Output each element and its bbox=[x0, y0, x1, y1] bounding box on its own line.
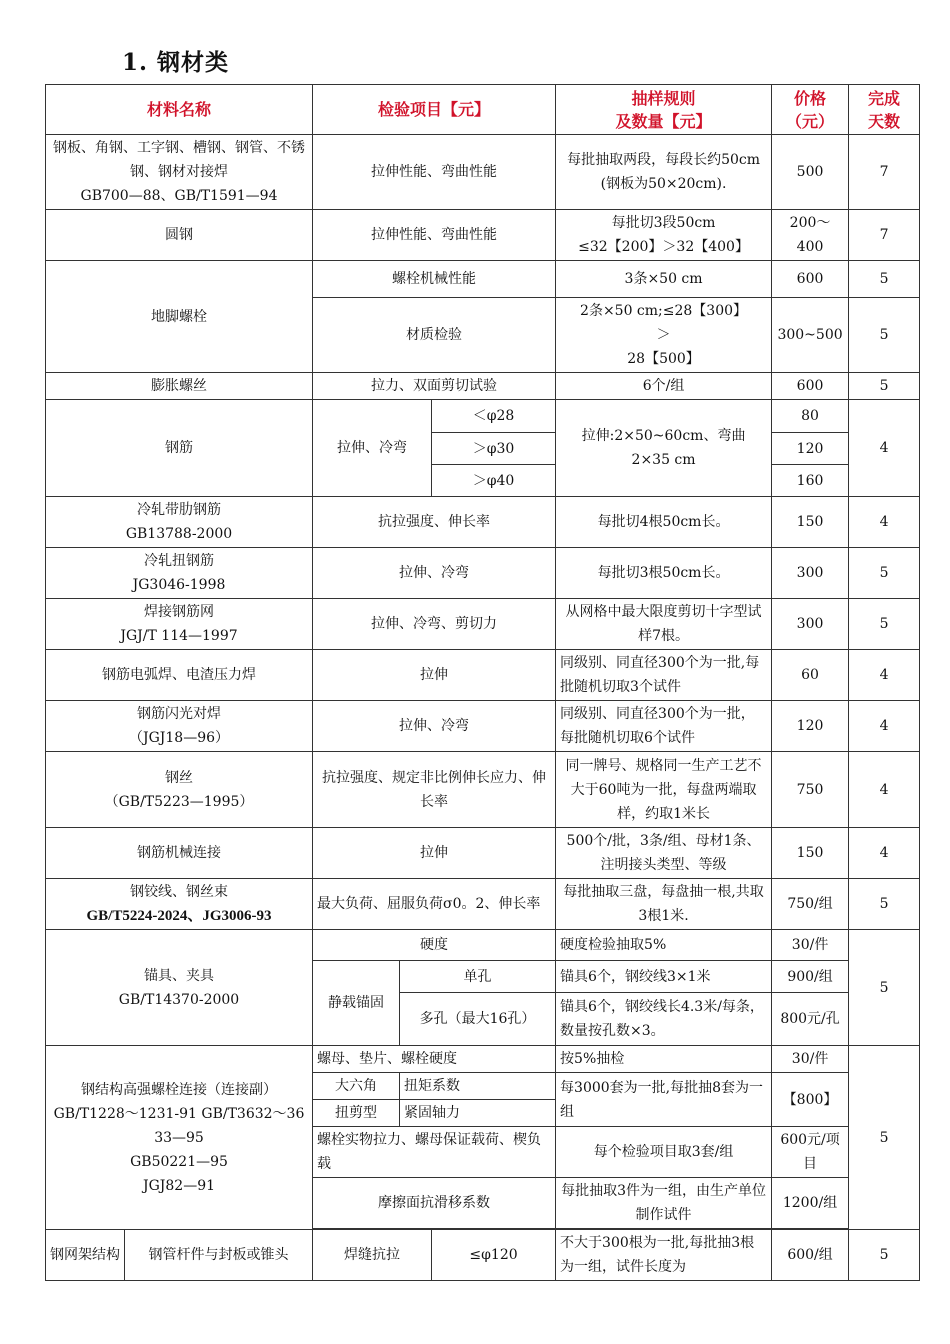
days: 4 bbox=[849, 400, 920, 497]
days: 5 bbox=[849, 298, 920, 373]
days: 5 bbox=[849, 879, 920, 930]
table-row bbox=[46, 701, 920, 752]
test-item: 材质检验 bbox=[313, 298, 556, 373]
sampling-rule: 锚具6个，钢绞线长4.3米/每条，数量按孔数×3。 bbox=[556, 993, 772, 1046]
table-row bbox=[46, 548, 920, 599]
test-item: 硬度 bbox=[313, 930, 556, 961]
sampling-rule: 锚具6个，钢绞线3×1米 bbox=[556, 961, 772, 993]
material-name: 钢筋 bbox=[46, 400, 313, 497]
header-test-item: 检验项目【元】 bbox=[313, 85, 556, 135]
price: 150 bbox=[772, 497, 849, 548]
sampling-rule: 2条×50 cm;≤28【300】 ＞ 28【500】 bbox=[556, 298, 772, 373]
price: 750 bbox=[772, 752, 849, 828]
material-name: 钢结构高强螺栓连接（连接副） GB/T1228～1231-91 GB/T3632～3633—95 GB50221—95 JGJ82—91 bbox=[46, 1046, 313, 1230]
test-item: 抗拉强度、规定非比例伸长应力、伸长率 bbox=[313, 752, 556, 828]
sampling-rule: 每批抽取3件为一组，由生产单位制作试件 bbox=[556, 1178, 772, 1229]
header-sampling-rule: 抽样规则 及数量【元】 bbox=[556, 85, 772, 135]
days: 4 bbox=[849, 497, 920, 548]
test-item: 拉伸、冷弯 bbox=[313, 400, 432, 497]
days: 5 bbox=[849, 548, 920, 599]
section-title: 1. 钢材类 bbox=[122, 49, 230, 76]
material-name: 冷轧扭钢筋 JG3046-1998 bbox=[46, 548, 313, 599]
sampling-rule: 每3000套为一批,每批抽8套为一组 bbox=[556, 1073, 772, 1127]
days: 5 bbox=[849, 261, 920, 298]
test-item-type: 扭剪型 bbox=[313, 1100, 400, 1127]
test-item: 拉伸 bbox=[313, 650, 556, 701]
header-material-name: 材料名称 bbox=[46, 85, 313, 135]
days: 4 bbox=[849, 828, 920, 879]
price: 30/件 bbox=[772, 930, 849, 961]
test-sub-item: 多孔（最大16孔） bbox=[400, 993, 556, 1046]
sampling-rule: 每批切3根50cm长。 bbox=[556, 548, 772, 599]
material-standard: GB/T5224-2024、JG3006-93 bbox=[86, 908, 272, 924]
table-row bbox=[46, 400, 920, 433]
test-item-type: 大六角 bbox=[313, 1073, 400, 1100]
price: 160 bbox=[772, 465, 849, 497]
test-item: 螺栓实物拉力、螺母保证载荷、楔负载 bbox=[313, 1127, 556, 1178]
price: 300 bbox=[772, 599, 849, 650]
material-name: 地脚螺栓 bbox=[46, 261, 313, 373]
material-name: 钢筋机械连接 bbox=[46, 828, 313, 879]
price: 120 bbox=[772, 433, 849, 465]
price: 120 bbox=[772, 701, 849, 752]
sampling-rule: 每批切3段50cm ≤32【200】＞32【400】 bbox=[556, 210, 772, 261]
days: 4 bbox=[849, 650, 920, 701]
table-row bbox=[46, 599, 920, 650]
days: 4 bbox=[849, 752, 920, 828]
test-item: 拉伸性能、弯曲性能 bbox=[313, 135, 556, 210]
material-name: 圆钢 bbox=[46, 210, 313, 261]
test-item: 焊缝抗拉 bbox=[313, 1230, 432, 1281]
material-name: 钢筋电弧焊、电渣压力焊 bbox=[46, 650, 313, 701]
price: 80 bbox=[772, 400, 849, 433]
material-name: 膨胀螺丝 bbox=[46, 373, 313, 400]
days: 5 bbox=[849, 930, 920, 1046]
table-row bbox=[46, 261, 920, 298]
test-item: 最大负荷、屈服负荷σ0。2、伸长率 bbox=[313, 879, 556, 930]
price: 200～ 400 bbox=[772, 210, 849, 261]
sampling-rule: 硬度检验抽取5% bbox=[556, 930, 772, 961]
material-name bbox=[46, 879, 313, 930]
price: 300~500 bbox=[772, 298, 849, 373]
table-row bbox=[46, 752, 920, 828]
sampling-rule: 同级别、同直径300个为一批,每批随机切取3个试件 bbox=[556, 650, 772, 701]
header-price: 价格 （元） bbox=[772, 85, 849, 135]
table-row bbox=[46, 879, 920, 930]
sampling-rule: 不大于300根为一批,每批抽3根为一组，试件长度为 bbox=[556, 1230, 772, 1281]
diameter-range: ＜φ28 bbox=[432, 400, 556, 433]
sampling-rule: 每批抽取三盘，每盘抽一根,共取3根1米. bbox=[556, 879, 772, 930]
days: 7 bbox=[849, 210, 920, 261]
sampling-rule: 从网格中最大限度剪切十字型试样7根。 bbox=[556, 599, 772, 650]
days: 7 bbox=[849, 135, 920, 210]
sampling-rule: 每批切4根50cm长。 bbox=[556, 497, 772, 548]
diameter-range: ＞φ40 bbox=[432, 465, 556, 497]
table-row bbox=[46, 828, 920, 879]
test-item: 拉伸、冷弯、剪切力 bbox=[313, 599, 556, 650]
sampling-rule: 每批抽取两段，每段长约50cm(钢板为50×20cm). bbox=[556, 135, 772, 210]
test-item: 拉伸、冷弯 bbox=[313, 548, 556, 599]
sampling-rule: 6个/组 bbox=[556, 373, 772, 400]
material-name: 冷轧带肋钢筋 GB13788-2000 bbox=[46, 497, 313, 548]
days: 5 bbox=[849, 599, 920, 650]
price: 300 bbox=[772, 548, 849, 599]
material-name: 锚具、夹具 GB/T14370-2000 bbox=[46, 930, 313, 1046]
sampling-rule: 同级别、同直径300个为一批，每批随机切取6个试件 bbox=[556, 701, 772, 752]
material-name: 钢板、角钢、工字钢、槽钢、钢管、不锈钢、钢材对接焊 GB700—88、GB/T1591—94 bbox=[46, 135, 313, 210]
table-row bbox=[46, 1046, 920, 1073]
table-row bbox=[46, 930, 920, 961]
table-row bbox=[46, 497, 920, 548]
table-row bbox=[46, 210, 920, 261]
sampling-rule: 500个/批，3条/组、母材1条、注明接头类型、等级 bbox=[556, 828, 772, 879]
price: 1200/组 bbox=[772, 1178, 849, 1229]
price: 600 bbox=[772, 261, 849, 298]
test-item: 拉伸、冷弯 bbox=[313, 701, 556, 752]
table-row bbox=[46, 1230, 920, 1281]
days: 5 bbox=[849, 1046, 920, 1230]
price: 750/组 bbox=[772, 879, 849, 930]
table-row bbox=[46, 135, 920, 210]
price: 600元/项目 bbox=[772, 1127, 849, 1178]
days: 5 bbox=[849, 373, 920, 400]
material-name: 钢网架结构 bbox=[46, 1230, 125, 1281]
test-item: 螺母、垫片、螺栓硬度 bbox=[313, 1046, 556, 1073]
material-name: 钢丝 （GB/T5223—1995） bbox=[46, 752, 313, 828]
table-row bbox=[46, 650, 920, 701]
test-item: 扭矩系数 bbox=[400, 1073, 556, 1100]
price: 800元/孔 bbox=[772, 993, 849, 1046]
header-days: 完成 天数 bbox=[849, 85, 920, 135]
sampling-rule: 按5%抽检 bbox=[556, 1046, 772, 1073]
sampling-rule: 每个检验项目取3套/组 bbox=[556, 1127, 772, 1178]
price: 600/组 bbox=[772, 1230, 849, 1281]
sampling-rule: 3条×50 cm bbox=[556, 261, 772, 298]
price: 30/件 bbox=[772, 1046, 849, 1073]
test-item-group: 静载锚固 bbox=[313, 961, 400, 1046]
test-item: 拉伸 bbox=[313, 828, 556, 879]
test-item: 抗拉强度、伸长率 bbox=[313, 497, 556, 548]
price: 900/组 bbox=[772, 961, 849, 993]
component: 钢管杆件与封板或锥头 bbox=[125, 1230, 313, 1281]
steel-materials-table bbox=[45, 84, 920, 1281]
sampling-rule: 同一牌号、规格同一生产工艺不大于60吨为一批，每盘两端取样，约取1米长 bbox=[556, 752, 772, 828]
test-item: 拉力、双面剪切试验 bbox=[313, 373, 556, 400]
price: 60 bbox=[772, 650, 849, 701]
price: 500 bbox=[772, 135, 849, 210]
price: 150 bbox=[772, 828, 849, 879]
test-item: 拉伸性能、弯曲性能 bbox=[313, 210, 556, 261]
price: 【800】 bbox=[772, 1073, 849, 1127]
material-name: 钢筋闪光对焊 （JGJ18—96） bbox=[46, 701, 313, 752]
test-item: 摩擦面抗滑移系数 bbox=[313, 1178, 556, 1229]
header-row bbox=[46, 85, 920, 135]
test-item: 螺栓机械性能 bbox=[313, 261, 556, 298]
price: 600 bbox=[772, 373, 849, 400]
days: 5 bbox=[849, 1230, 920, 1281]
table-row bbox=[46, 373, 920, 400]
material-name: 焊接钢筋网 JGJ/T 114—1997 bbox=[46, 599, 313, 650]
diameter-range: ＞φ30 bbox=[432, 433, 556, 465]
diameter-range: ≤φ120 bbox=[432, 1230, 556, 1281]
test-item: 紧固轴力 bbox=[400, 1100, 556, 1127]
days: 4 bbox=[849, 701, 920, 752]
material-name-line: 钢铰线、钢丝束 bbox=[130, 884, 228, 900]
sampling-rule: 拉伸:2×50~60cm、弯曲 2×35 cm bbox=[556, 400, 772, 497]
test-sub-item: 单孔 bbox=[400, 961, 556, 993]
